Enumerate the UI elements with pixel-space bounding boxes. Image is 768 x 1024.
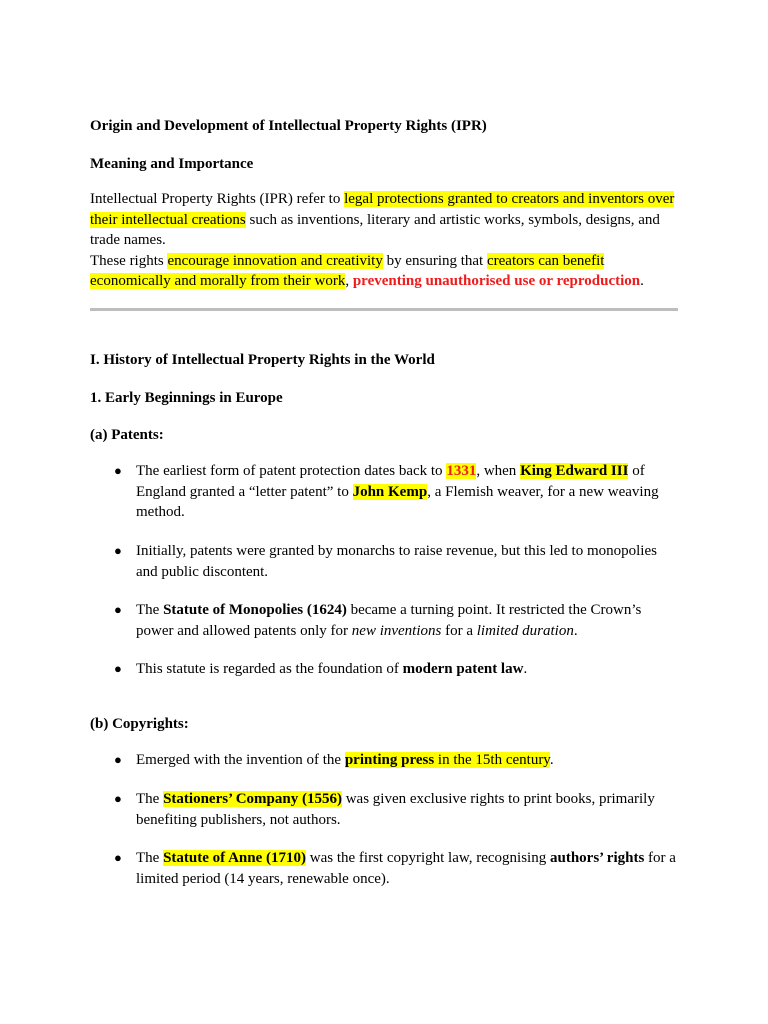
bullet-icon: ● — [114, 850, 122, 865]
list-item — [90, 789, 680, 830]
text-run: Emerged with the invention of the — [136, 752, 345, 768]
bullet-icon: ● — [114, 661, 122, 676]
text-run: . — [549, 752, 554, 768]
text-run: The — [136, 602, 164, 618]
list-item-text — [136, 600, 680, 641]
list-item-text: Initially, patents were granted by monarchs to raise revenue, but this led to monopolies and public discontent. — [136, 543, 657, 580]
text-run: . — [573, 622, 578, 639]
bullet-icon: ● — [114, 752, 122, 767]
text-run: The earliest form of patent protection dates back to — [136, 463, 447, 479]
highlight-creators-benefit: creators can benefit economically and morally from their work — [90, 252, 605, 289]
text-run: , when — [476, 463, 521, 479]
list-item — [90, 659, 680, 680]
text-run: , a Flemish weaver, for a new weaving method. — [136, 483, 659, 520]
italic-limited-duration: limited duration — [476, 622, 574, 639]
highlight-innovation: encourage innovation and creativity — [167, 252, 383, 269]
subsection-heading-europe: 1. Early Beginnings in Europe — [90, 390, 283, 406]
list-item-text — [136, 848, 680, 889]
text-run: The — [136, 850, 164, 866]
bold-authors-rights: authors’ rights — [549, 850, 645, 866]
italic-new-inventions: new inventions — [351, 622, 442, 639]
text-run: This statute is regarded as the foundation of — [136, 661, 403, 677]
list-item-text — [136, 750, 680, 771]
highlight-15th-century: in the 15th century — [434, 752, 550, 768]
red-emphasis-text: preventing unauthorised use or reproduction — [352, 273, 641, 289]
highlight-king-edward: King Edward III — [520, 463, 629, 479]
intro-text: , — [345, 273, 353, 289]
text-run: was the first copyright law, recognising — [306, 850, 550, 866]
list-item — [90, 600, 680, 641]
copyrights-heading: (b) Copyrights: — [90, 716, 189, 732]
text-run: for a — [441, 622, 477, 639]
bullet-icon: ● — [114, 543, 122, 558]
list-item-text — [136, 789, 680, 830]
text-run: . — [523, 661, 528, 677]
text-run: The — [136, 791, 164, 807]
intro-text: Intellectual Property Rights (IPR) refer to — [90, 191, 345, 207]
text-run: was given exclusive rights to print books, primarily benefiting publishers, not authors. — [136, 791, 655, 828]
list-item — [90, 541, 680, 582]
text-run: of England granted a “letter patent” to — [136, 463, 645, 500]
highlight-legal-protections: legal protections granted to creators and inventors over their intellectual creations — [90, 191, 675, 228]
bold-modern-patent-law: modern patent law — [402, 661, 524, 677]
highlight-year-1331: 1331 — [446, 463, 477, 479]
bullet-icon: ● — [114, 463, 122, 478]
highlight-statute-of-anne: Statute of Anne (1710) — [163, 850, 306, 866]
list-item — [90, 848, 680, 889]
meaning-heading: Meaning and Importance — [90, 156, 254, 172]
list-item — [90, 461, 680, 523]
list-item-text — [136, 461, 680, 523]
bullet-icon: ● — [114, 791, 122, 806]
intro-paragraph-1 — [90, 189, 680, 251]
patents-heading: (a) Patents: — [90, 427, 164, 443]
text-run: for a limited period (14 years, renewable once). — [136, 850, 676, 887]
intro-paragraph-2 — [90, 251, 680, 292]
highlight-john-kemp: John Kemp — [352, 483, 428, 500]
highlight-stationers-company: Stationers’ Company (1556) — [163, 791, 342, 807]
text-run: became a turning point. It restricted the Crown’s power and allowed patents only for — [136, 602, 642, 639]
bold-statute-monopolies: Statute of Monopolies (1624) — [163, 602, 347, 618]
list-item — [90, 750, 680, 771]
intro-section — [90, 189, 680, 292]
bullet-icon: ● — [114, 602, 122, 617]
intro-text: by ensuring that — [382, 252, 487, 269]
document-title: Origin and Development of Intellectual Property Rights (IPR) — [90, 118, 487, 134]
highlight-printing-press: printing press — [344, 752, 435, 768]
section-heading-history: I. History of Intellectual Property Rights in the World — [90, 352, 435, 368]
list-item-text — [136, 659, 680, 680]
intro-text: These rights — [90, 252, 168, 269]
horizontal-divider — [90, 308, 678, 311]
intro-text: such as inventions, literary and artistic works, symbols, designs, and trade names. — [90, 211, 660, 248]
intro-text: . — [640, 273, 644, 289]
